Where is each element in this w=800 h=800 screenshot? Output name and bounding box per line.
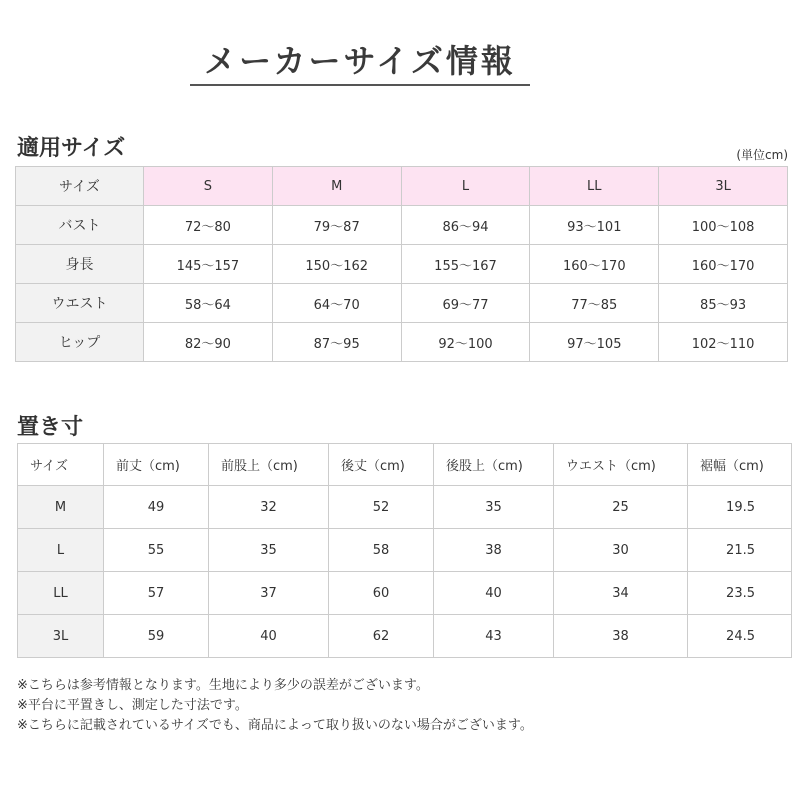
page-title: メーカーサイズ情報 <box>204 42 516 80</box>
header-cell: サイズ <box>18 444 104 486</box>
flat-measurement-heading: 置き寸 <box>17 415 84 440</box>
table-cell: 87〜95 <box>272 323 401 362</box>
table-cell: 43 <box>434 615 554 658</box>
table-cell: 38 <box>434 529 554 572</box>
table-cell: 24.5 <box>688 615 792 658</box>
header-cell: 後丈（cm) <box>329 444 434 486</box>
header-cell: ウエスト（cm) <box>554 444 688 486</box>
table-cell: 32 <box>209 486 329 529</box>
table-cell: 49 <box>104 486 209 529</box>
table-cell: 58 <box>329 529 434 572</box>
table-cell: 86〜94 <box>401 206 530 245</box>
table-cell: 57 <box>104 572 209 615</box>
header-cell: 後股上（cm) <box>434 444 554 486</box>
table-cell: 102〜110 <box>659 323 788 362</box>
table-cell: 40 <box>209 615 329 658</box>
table-cell: 160〜170 <box>530 245 659 284</box>
table-cell: 30 <box>554 529 688 572</box>
table-header-row <box>16 167 788 206</box>
table-cell: 92〜100 <box>401 323 530 362</box>
table-row <box>16 245 788 284</box>
notes <box>17 676 533 736</box>
header-cell-size-3l: 3L <box>659 167 788 206</box>
table-cell: 60 <box>329 572 434 615</box>
table-cell: 35 <box>209 529 329 572</box>
table-row <box>16 206 788 245</box>
table-row <box>18 486 792 529</box>
table-row <box>16 284 788 323</box>
header-cell: 前丈（cm) <box>104 444 209 486</box>
table-cell: 35 <box>434 486 554 529</box>
table-cell: 72〜80 <box>144 206 273 245</box>
table-cell: 52 <box>329 486 434 529</box>
table-row <box>18 529 792 572</box>
table-row <box>18 615 792 658</box>
applicable-size-table <box>15 166 788 362</box>
table-cell: 79〜87 <box>272 206 401 245</box>
row-header: ヒップ <box>16 323 144 362</box>
note-line: ※平台に平置きし、測定した寸法です。 <box>17 698 248 713</box>
title-underline <box>190 84 530 86</box>
table-row <box>16 323 788 362</box>
row-header: 3L <box>18 615 104 658</box>
row-header: M <box>18 486 104 529</box>
row-header: LL <box>18 572 104 615</box>
table-cell: 38 <box>554 615 688 658</box>
table-cell: 40 <box>434 572 554 615</box>
table-cell: 23.5 <box>688 572 792 615</box>
header-cell-size-ll: LL <box>530 167 659 206</box>
header-cell: 裾幅（cm) <box>688 444 792 486</box>
table-cell: 21.5 <box>688 529 792 572</box>
table-cell: 64〜70 <box>272 284 401 323</box>
header-cell-size-m: M <box>272 167 401 206</box>
table-cell: 69〜77 <box>401 284 530 323</box>
row-header: L <box>18 529 104 572</box>
unit-note: (単位cm) <box>736 148 788 162</box>
table-cell: 97〜105 <box>530 323 659 362</box>
table-cell: 100〜108 <box>659 206 788 245</box>
table-cell: 58〜64 <box>144 284 273 323</box>
table-cell: 19.5 <box>688 486 792 529</box>
table-cell: 77〜85 <box>530 284 659 323</box>
table-row <box>18 572 792 615</box>
table-cell: 62 <box>329 615 434 658</box>
note-line: ※こちらは参考情報となります。生地により多少の誤差がございます。 <box>17 678 429 693</box>
note-line: ※こちらに記載されているサイズでも、商品によって取り扱いのない場合がございます。 <box>17 718 533 733</box>
table-cell: 59 <box>104 615 209 658</box>
header-cell-size-l: L <box>401 167 530 206</box>
row-header: 身長 <box>16 245 144 284</box>
table-cell: 55 <box>104 529 209 572</box>
header-cell: サイズ <box>16 167 144 206</box>
applicable-size-heading: 適用サイズ <box>17 136 126 161</box>
table-cell: 145〜157 <box>144 245 273 284</box>
row-header: バスト <box>16 206 144 245</box>
table-cell: 150〜162 <box>272 245 401 284</box>
table-cell: 37 <box>209 572 329 615</box>
table-cell: 155〜167 <box>401 245 530 284</box>
flat-measurement-table <box>17 443 792 658</box>
table-cell: 25 <box>554 486 688 529</box>
table-cell: 160〜170 <box>659 245 788 284</box>
table-cell: 34 <box>554 572 688 615</box>
header-cell-size-s: S <box>144 167 273 206</box>
table-cell: 82〜90 <box>144 323 273 362</box>
table-cell: 93〜101 <box>530 206 659 245</box>
table-cell: 85〜93 <box>659 284 788 323</box>
header-cell: 前股上（cm) <box>209 444 329 486</box>
table-header-row <box>18 444 792 486</box>
row-header: ウエスト <box>16 284 144 323</box>
